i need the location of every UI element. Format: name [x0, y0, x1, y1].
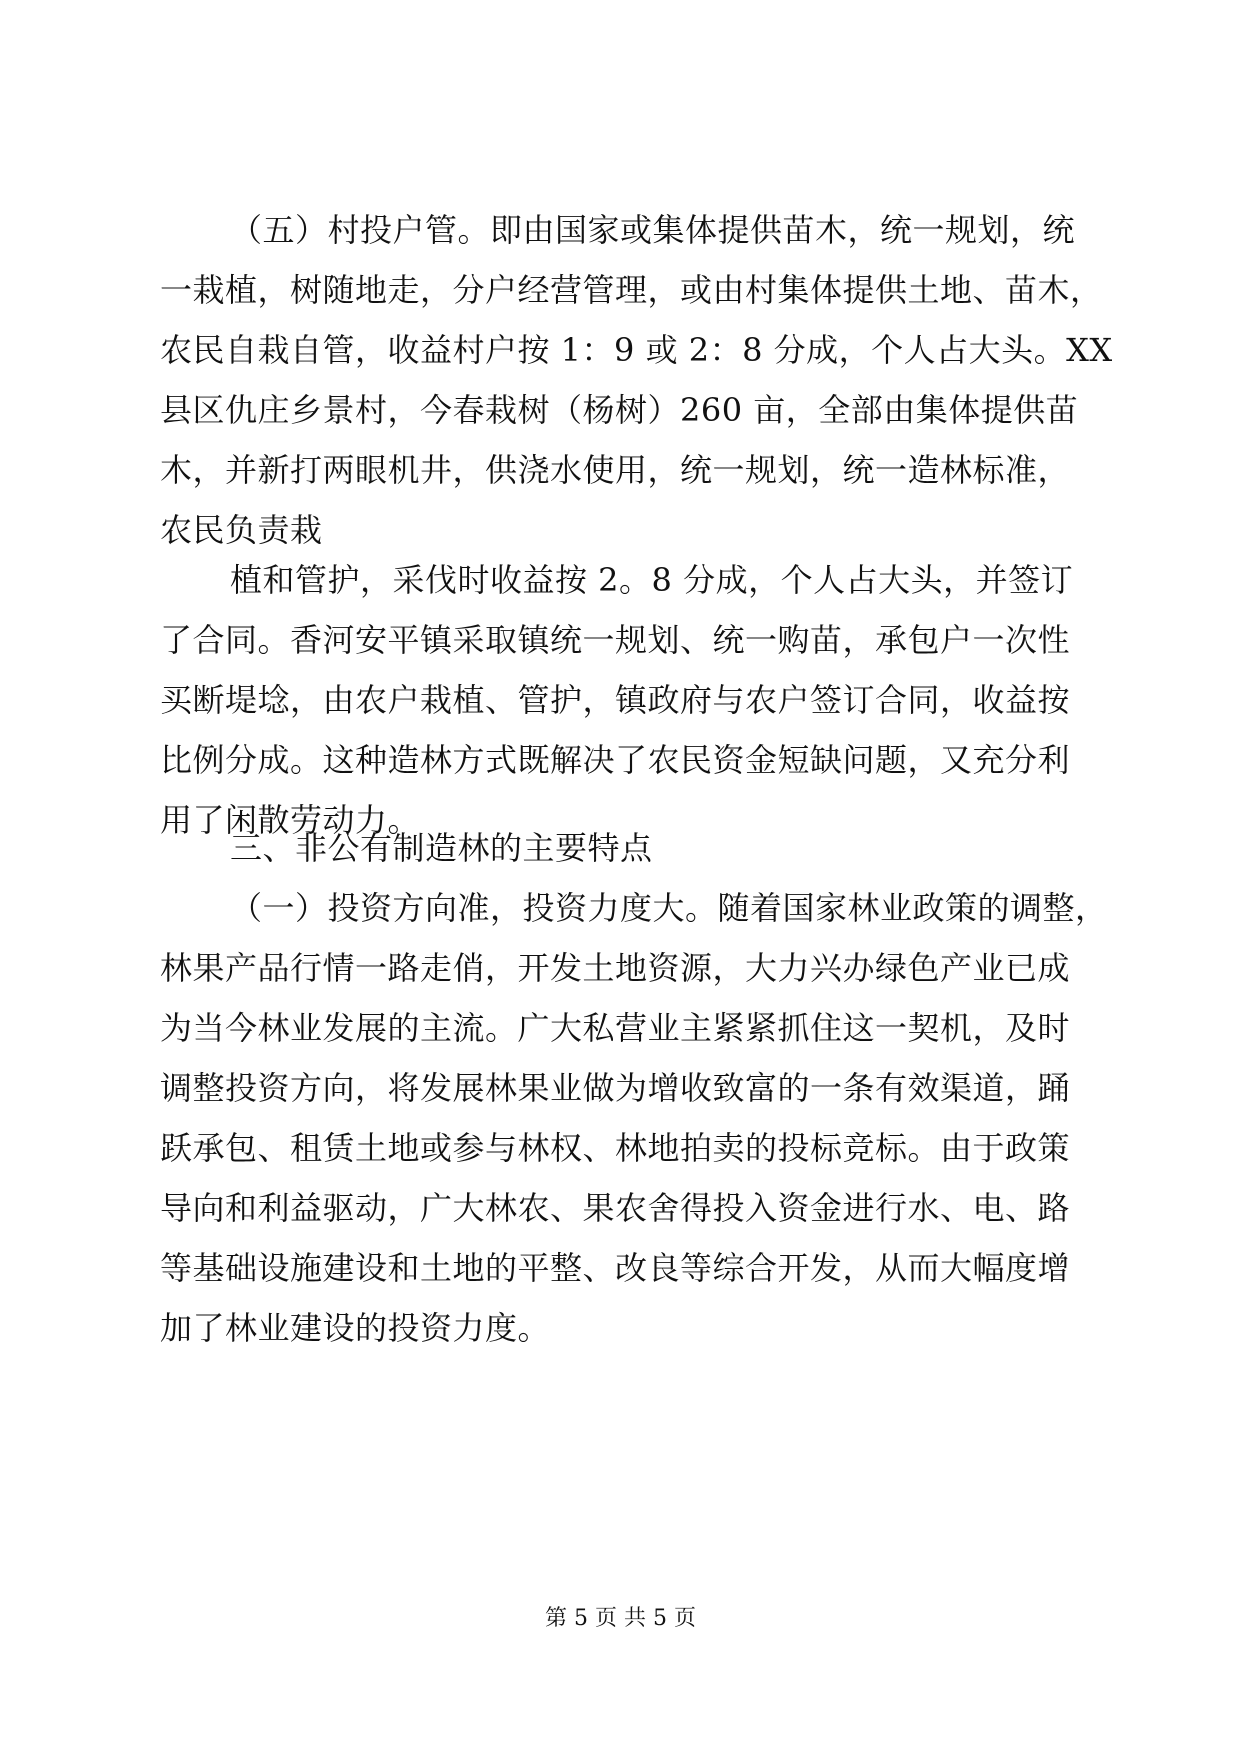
paragraph-village-investment [160, 200, 1113, 560]
section-heading-text: 三、非公有制造林的主要特点 [230, 829, 653, 867]
text-line: 农民负责栽 [160, 511, 323, 549]
text-line: 植和管护，采伐时收益按 2。8 分成，个人占大头，并签订 [230, 561, 1074, 599]
text-line: 农民自栽自管，收益村户按 1：9 或 2：8 分成，个人占大头。XX [160, 331, 1113, 369]
text-line: 县区仇庄乡景村，今春栽树（杨树）260 亩，全部由集体提供苗 [160, 391, 1079, 429]
text-line: （五）村投户管。即由国家或集体提供苗木，统一规划，统 [230, 211, 1076, 249]
paragraph-investment-features [160, 878, 1108, 1358]
text-line: 一栽植，树随地走，分户经营管理，或由村集体提供土地、苗木， [160, 271, 1103, 309]
text-line: 买断堤埝，由农户栽植、管护，镇政府与农户签订合同，收益按 [160, 681, 1071, 719]
page-number-footer: 第 5 页 共 5 页 [545, 1606, 696, 1631]
text-line: 了合同。香河安平镇采取镇统一规划、统一购苗，承包户一次性 [160, 621, 1071, 659]
paragraph-harvest-contract [160, 550, 1090, 850]
text-line: 跃承包、租赁土地或参与林权、林地拍卖的投标竞标。由于政策 [160, 1129, 1071, 1167]
text-line: 木，并新打两眼机井，供浇水使用，统一规划，统一造林标准， [160, 451, 1071, 489]
text-line: 为当今林业发展的主流。广大私营业主紧紧抓住这一契机，及时 [160, 1009, 1071, 1047]
text-line: 用了闲散劳动力。 [160, 801, 421, 839]
text-line: 加了林业建设的投资力度。 [160, 1309, 551, 1347]
text-line: 调整投资方向，将发展林果业做为增收致富的一条有效渠道，踊 [160, 1069, 1071, 1107]
text-line: 导向和利益驱动，广大林农、果农舍得投入资金进行水、电、路 [160, 1189, 1071, 1227]
text-line: 林果产品行情一路走俏，开发土地资源，大力兴办绿色产业已成 [160, 949, 1071, 987]
text-line: 等基础设施建设和土地的平整、改良等综合开发，从而大幅度增 [160, 1249, 1071, 1287]
section-heading [160, 818, 1090, 878]
text-line: 比例分成。这种造林方式既解决了农民资金短缺问题，又充分利 [160, 741, 1071, 779]
text-line: （一）投资方向准，投资力度大。随着国家林业政策的调整， [230, 889, 1108, 927]
